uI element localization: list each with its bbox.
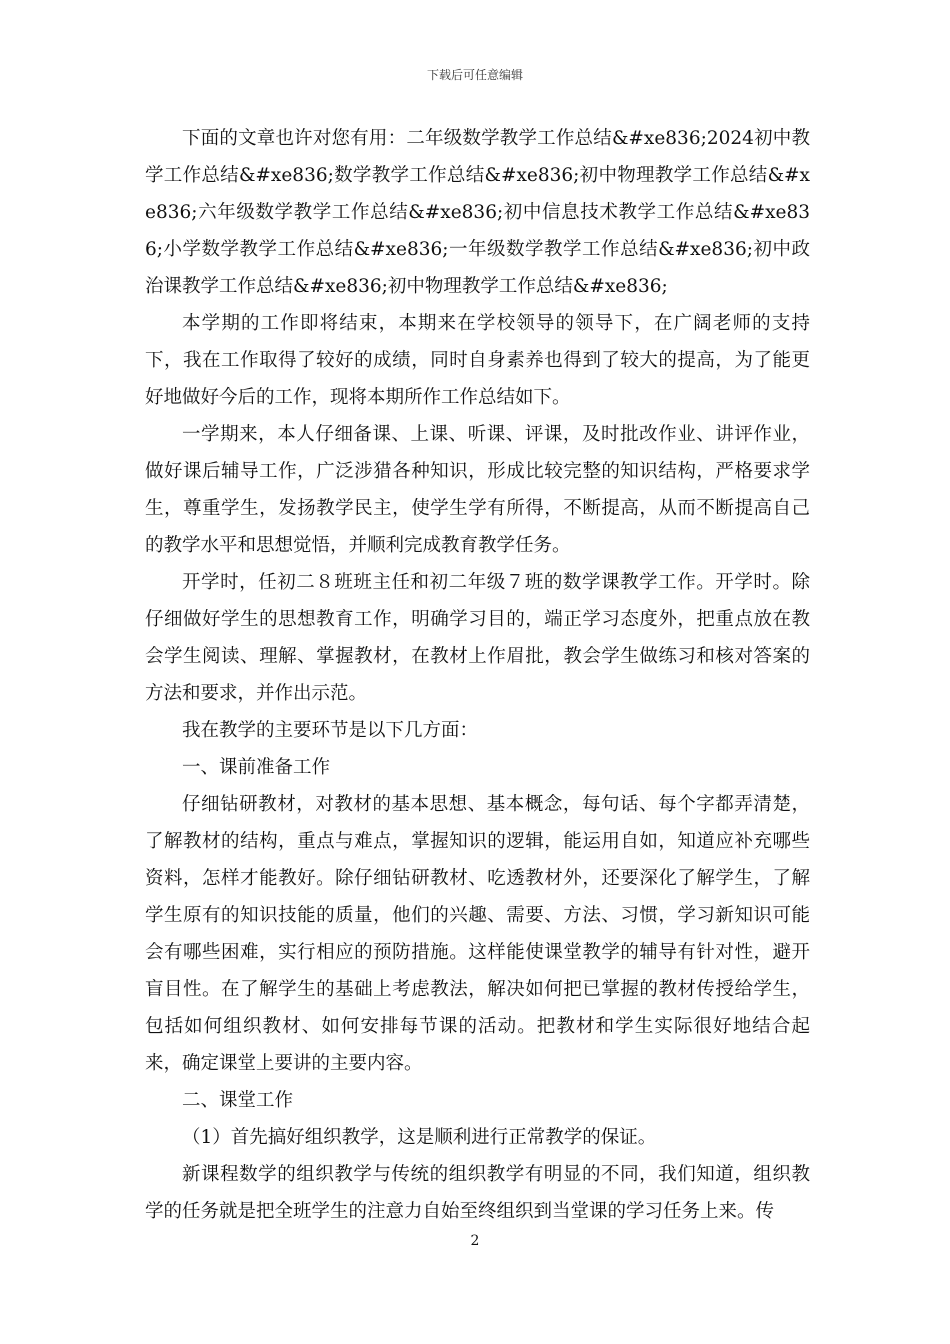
paragraph-semester-summary: 一学期来，本人仔细备课、上课、听课、评课，及时批改作业、讲评作业，做好课后辅导工作，广泛涉猎各种知识，形成比较完整的知识结构，严格要求学生，尊重学生，发扬教学民主，使学生学有所得，不断提高，从而不断提高自己的教学水平和思想觉悟，并顺利完成教育教学任务。 (145, 424, 810, 556)
paragraph-class-assignment: 开学时，任初二８班班主任和初二年级７班的数学课教学工作。开学时。除仔细做好学生的思想教育工作，明确学习目的，端正学习态度外，把重点放在教会学生阅读、理解、掌握教材，在教材上作眉批，教会学生做练习和核对答案的方法和要求，并作出示范。 (145, 572, 810, 704)
section-heading-preparation: 一、课前准备工作 (182, 757, 331, 778)
page-header: 下载后可任意编辑 (426, 68, 523, 82)
page-number: 2 (470, 1233, 480, 1249)
section-heading-classroom: 二、课堂工作 (182, 1090, 294, 1111)
paragraph-preparation: 仔细钻研教材，对教材的基本思想、基本概念，每句话、每个字都弄清楚，了解教材的结构，重点与难点，掌握知识的逻辑，能运用自如，知道应补充哪些资料，怎样才能教好。除仔细钻研教材、吃透教材外，还要深化了解学生，了解学生原有的知识技能的质量，他们的兴趣、需要、方法、习惯，学习新知识可能会有哪些困难，实行相应的预防措施。这样能使课堂教学的辅导有针对性，避开盲目性。在了解学生的基础上考虑教法，解决如何把已掌握的教材传授给学生，包括如何组织教材、如何安排每节课的活动。把教材和学生实际很好地结合起来，确定课堂上要讲的主要内容。 (145, 794, 810, 1074)
paragraph-intro: 本学期的工作即将结束，本期来在学校领导的领导下，在广阔老师的支持下，我在工作取得了较好的成绩，同时自身素养也得到了较大的提高，为了能更好地做好今后的工作，现将本期所作工作总结如下。 (145, 313, 810, 408)
paragraph-main-steps: 我在教学的主要环节是以下几方面： (182, 720, 479, 741)
paragraph-related-articles: 下面的文章也许对您有用：二年级数学教学工作总结&#xe836;2024初中教学工作总结&#xe836;数学教学工作总结&#xe836;初中物理教学工作总结&#xe836;六年级数学教学工作总结&#xe836;初中信息技术教学工作总结&#xe836;小学数学教学工作总结&#xe836;一年级数学教学工作总结&#xe836;初中政治课教学工作总结&#xe836;初中物理教学工作总结&#xe836; (145, 128, 810, 297)
paragraph-organization-point: （1）首先搞好组织教学，这是顺利进行正常教学的保证。 (182, 1127, 657, 1148)
paragraph-new-curriculum: 新课程数学的组织教学与传统的组织教学有明显的不同，我们知道，组织教学的任务就是把全班学生的注意力自始至终组织到当堂课的学习任务上来。传 (145, 1164, 810, 1222)
document-body (145, 120, 810, 1230)
